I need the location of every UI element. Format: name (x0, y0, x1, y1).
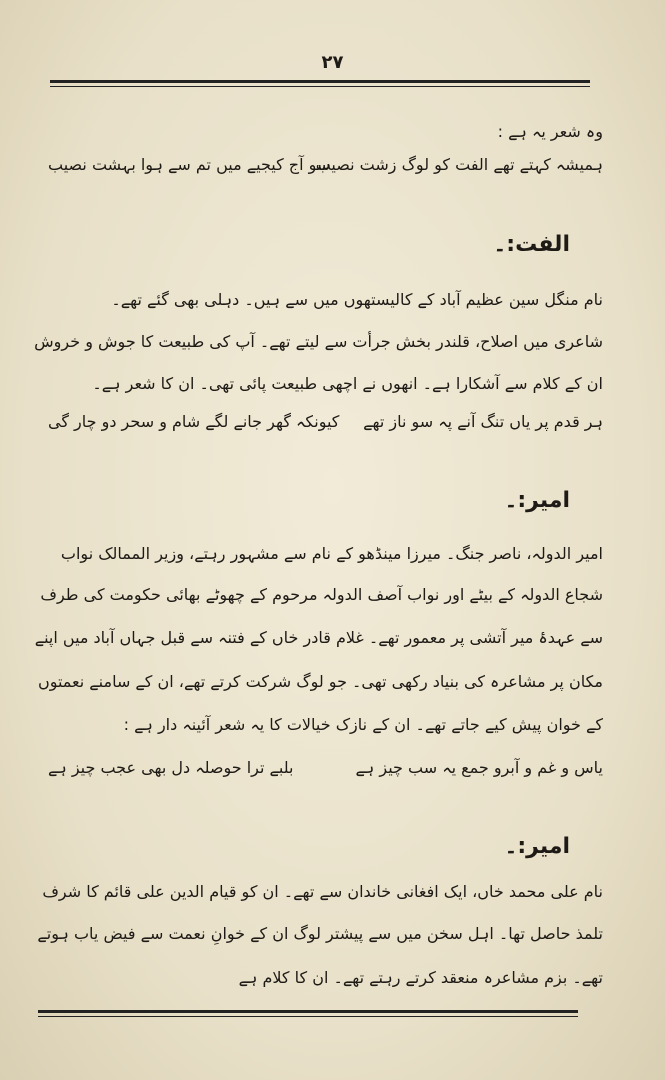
section-1-line-3: ان کے کلام سے آشکارا ہے۔ انھوں نے اچھی طبیعت پائی تھی۔ ان کا شعر ہے۔ (92, 374, 603, 393)
couplet-1-left-hemistich: سو آج کیجیے میں تم سے ہوا بہشت نصیب (48, 155, 331, 174)
couplet-1 (48, 155, 603, 181)
section-2-line-1: امیر الدولہ، ناصر جنگ۔ میرزا مینڈھو کے نام سے مشہور رہتے، وزیر الممالک نواب (60, 544, 603, 563)
section-2-heading: امیر:۔ (504, 488, 570, 513)
section-3-line-3: تھے۔ بزم مشاعرہ منعقد کرتے رہتے تھے۔ ان کا کلام ہے (238, 968, 603, 987)
section-2-couplet (48, 758, 603, 784)
top-rule-thin (50, 86, 590, 87)
section-2-line-3: سے عہدۂ میر آتشی پر معمور تھے۔ غلام قادر خاں کے فتنہ سے قبل جہاں آباد میں اپنے (34, 628, 603, 647)
section-3-line-1: نام علی محمد خاں، ایک افغانی خاندان سے تھے۔ ان کو قیام الدین علی قائم کا شرف (42, 882, 603, 901)
couplet-1-right-hemistich: ہمیشہ کہتے تھے الفت کو لوگ زشت نصیب (315, 155, 603, 174)
top-rule (50, 80, 590, 83)
section-3-heading: امیر:۔ (504, 834, 570, 859)
section-1-heading: الفت:۔ (493, 232, 570, 257)
intro-line: وہ شعر یہ ہے : (497, 122, 603, 141)
section-1-line-2: شاعری میں اصلاح، قلندر بخش جرأت سے لیتے تھے۔ آپ کی طبیعت کا جوش و خروش (34, 332, 603, 351)
bottom-rule-thin (38, 1016, 578, 1017)
section-2-line-5: کے خوان پیش کیے جاتے تھے۔ ان کے نازک خیالات کا یہ شعر آئینہ دار ہے : (123, 715, 603, 734)
section-3-line-2: تلمذ حاصل تھا۔ اہل سخن میں سے پیشتر لوگ ان کے خوانِ نعمت سے فیض یاب ہوتے (37, 924, 603, 943)
section-1-couplet-left-hemistich: کیونکہ گھر جانے لگے شام و سحر دو چار گی (48, 412, 340, 431)
section-1-couplet-right-hemistich: ہر قدم پر یاں تنگ آنے پہ سو ناز تھے (363, 412, 603, 431)
page-number: ۲۷ (321, 52, 344, 73)
section-1-line-1: نام منگل سین عظیم آباد کے کالیستھوں میں سے ہیں۔ دہلی بھی گئے تھے۔ (111, 290, 603, 309)
section-1-couplet (48, 412, 603, 438)
section-2-line-4: مکان پر مشاعرہ کی بنیاد رکھی تھی۔ جو لوگ شرکت کرتے تھے، ان کے سامنے نعمتوں (37, 672, 603, 691)
section-2-couplet-right-hemistich: یاس و غم و آبرو جمع یہ سب چیز ہے (355, 758, 603, 777)
section-2-couplet-left-hemistich: بلبے ترا حوصلہ دل بھی عجب چیز ہے (48, 758, 294, 777)
bottom-rule (38, 1010, 578, 1013)
section-2-line-2: شجاع الدولہ کے بیٹے اور نواب آصف الدولہ مرحوم کے چھوٹے بھائی حکومت کی طرف (40, 585, 603, 604)
